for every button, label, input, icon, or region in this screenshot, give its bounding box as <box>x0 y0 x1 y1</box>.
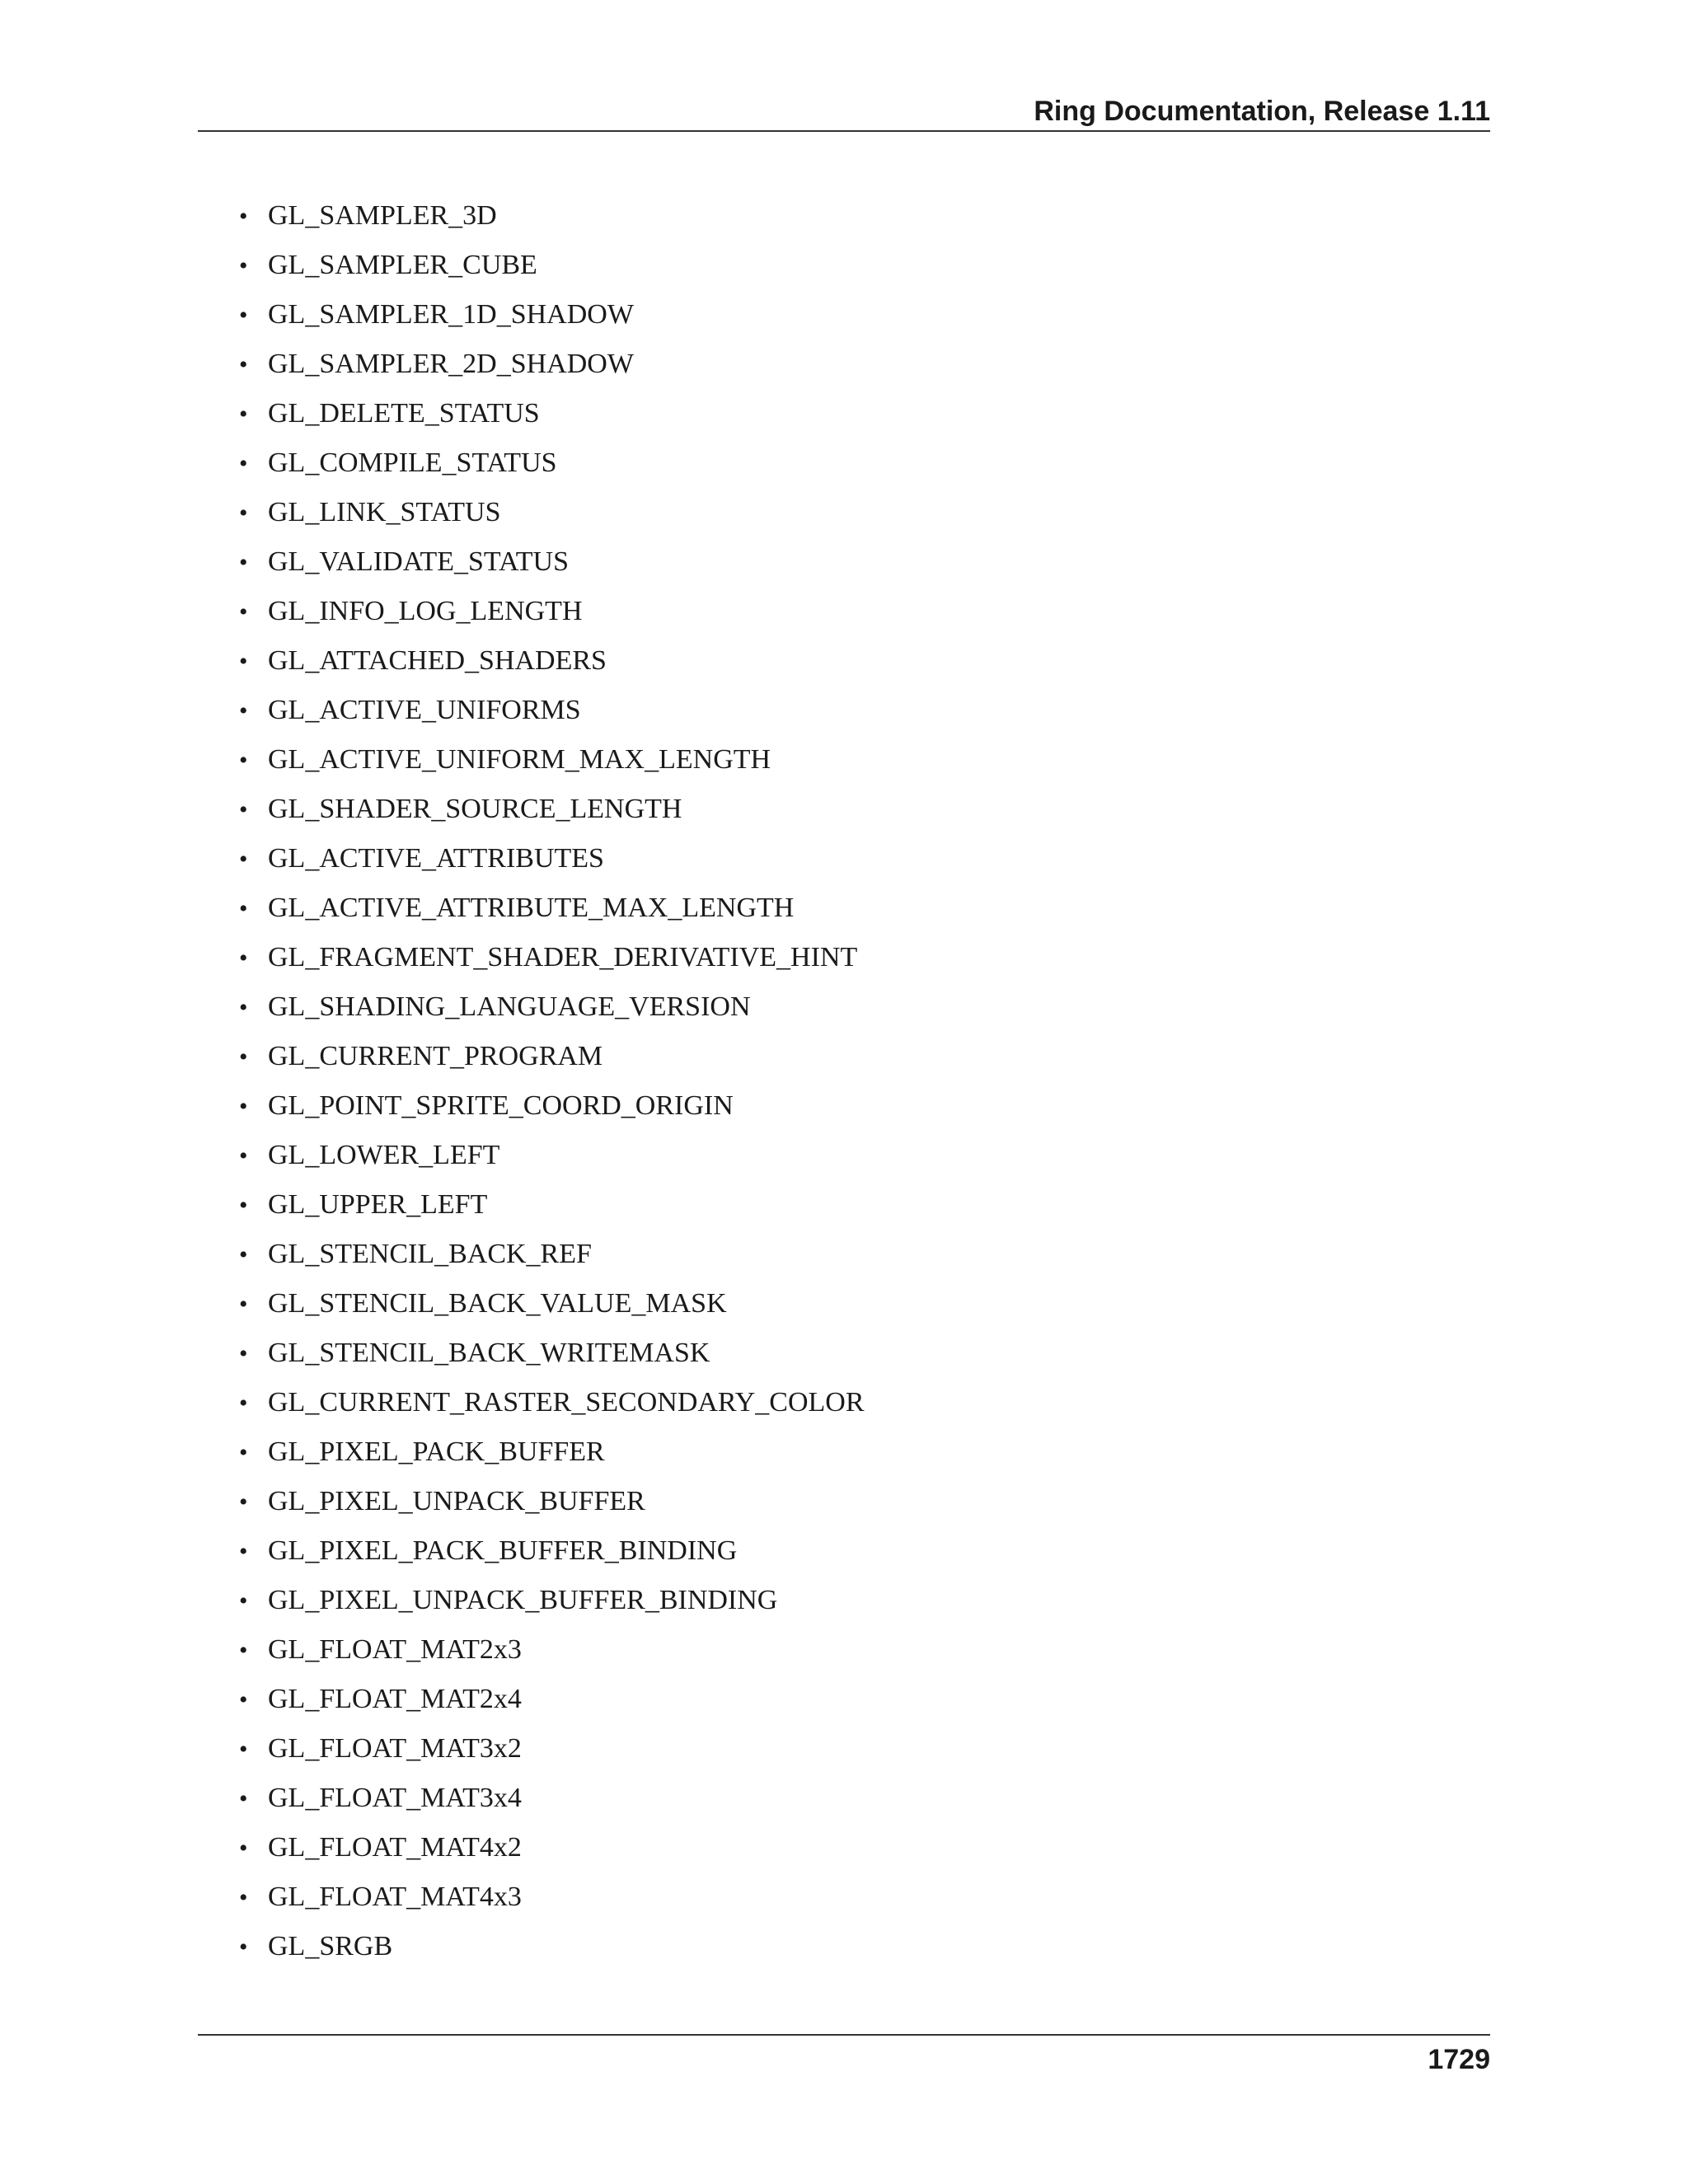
bullet-icon: • <box>239 1785 248 1812</box>
list-item <box>239 587 583 636</box>
list-item-text: GL_SAMPLER_CUBE <box>268 250 537 280</box>
list-item-text: GL_SAMPLER_2D_SHADOW <box>268 349 634 379</box>
list-item-text: GL_STENCIL_BACK_VALUE_MASK <box>268 1288 727 1319</box>
list-item-text: GL_ACTIVE_ATTRIBUTES <box>268 843 604 874</box>
bullet-icon: • <box>239 302 248 329</box>
bullet-icon: • <box>239 401 248 428</box>
bullet-icon: • <box>239 1142 248 1169</box>
header-divider <box>198 130 1490 132</box>
list-item <box>239 1477 645 1526</box>
list-item <box>239 1774 522 1823</box>
page-header-title: Ring Documentation, Release 1.11 <box>1034 96 1490 127</box>
list-item-text: GL_INFO_LOG_LENGTH <box>268 596 583 626</box>
list-item <box>239 785 682 834</box>
list-item <box>239 1922 392 1971</box>
list-item <box>239 1675 522 1724</box>
list-item <box>239 290 634 340</box>
list-item <box>239 1576 777 1625</box>
list-item <box>239 636 607 686</box>
list-item-text: GL_PIXEL_UNPACK_BUFFER_BINDING <box>268 1585 778 1615</box>
footer-divider <box>198 2034 1490 2036</box>
list-item-text: GL_FLOAT_MAT3x2 <box>268 1733 522 1764</box>
list-item-text: GL_LOWER_LEFT <box>268 1140 500 1170</box>
list-item-text: GL_FLOAT_MAT2x3 <box>268 1634 522 1665</box>
list-item <box>239 1081 734 1131</box>
list-item-text: GL_FLOAT_MAT2x4 <box>268 1684 522 1714</box>
bullet-icon: • <box>239 1637 248 1664</box>
list-item-text: GL_PIXEL_UNPACK_BUFFER <box>268 1486 645 1516</box>
bullet-icon: • <box>239 450 248 477</box>
list-item-text: GL_POINT_SPRITE_COORD_ORIGIN <box>268 1090 734 1121</box>
bullet-icon: • <box>239 697 248 724</box>
list-item <box>239 1329 710 1378</box>
list-item <box>239 933 857 982</box>
list-item-text: GL_ACTIVE_UNIFORM_MAX_LENGTH <box>268 744 771 775</box>
list-item <box>239 1823 522 1872</box>
list-item <box>239 191 497 241</box>
list-item-text: GL_DELETE_STATUS <box>268 398 540 429</box>
list-item <box>239 1180 487 1230</box>
list-item <box>239 1230 592 1279</box>
list-item <box>239 735 771 785</box>
list-item-text: GL_ACTIVE_ATTRIBUTE_MAX_LENGTH <box>268 893 795 923</box>
list-item-text: GL_ACTIVE_UNIFORMS <box>268 695 581 725</box>
list-item-text: GL_SAMPLER_3D <box>268 200 497 231</box>
bullet-icon: • <box>239 1835 248 1862</box>
list-item-text: GL_FLOAT_MAT3x4 <box>268 1783 522 1813</box>
list-item <box>239 1872 522 1922</box>
list-item-text: GL_PIXEL_PACK_BUFFER <box>268 1436 605 1467</box>
bullet-icon: • <box>239 796 248 823</box>
list-item-text: GL_SRGB <box>268 1931 393 1961</box>
bullet-icon: • <box>239 351 248 378</box>
list-item-text: GL_LINK_STATUS <box>268 497 501 527</box>
bullet-icon: • <box>239 895 248 922</box>
bullet-icon: • <box>239 1736 248 1763</box>
list-item <box>239 883 794 933</box>
list-item <box>239 1724 522 1774</box>
list-item <box>239 438 557 488</box>
bullet-icon: • <box>239 252 248 279</box>
list-item-text: GL_COMPILE_STATUS <box>268 448 557 478</box>
list-item <box>239 1427 605 1477</box>
list-item <box>239 488 501 537</box>
list-item-text: GL_UPPER_LEFT <box>268 1189 488 1220</box>
bullet-icon: • <box>239 1686 248 1713</box>
list-item-text: GL_STENCIL_BACK_WRITEMASK <box>268 1338 710 1368</box>
bullet-icon: • <box>239 598 248 626</box>
bullet-icon: • <box>239 549 248 576</box>
bullet-icon: • <box>239 1241 248 1268</box>
list-item-text: GL_SHADING_LANGUAGE_VERSION <box>268 991 751 1022</box>
bullet-icon: • <box>239 1933 248 1961</box>
bullet-icon: • <box>239 203 248 230</box>
bullet-icon: • <box>239 648 248 675</box>
bullet-icon: • <box>239 944 248 972</box>
bullet-icon: • <box>239 747 248 774</box>
list-item <box>239 1526 737 1576</box>
list-item <box>239 1279 727 1329</box>
list-item <box>239 1131 499 1180</box>
list-item <box>239 1032 603 1081</box>
list-item <box>239 389 540 438</box>
list-item <box>239 537 569 587</box>
list-item-text: GL_SAMPLER_1D_SHADOW <box>268 299 634 330</box>
list-item-text: GL_VALIDATE_STATUS <box>268 546 569 577</box>
list-item-text: GL_SHADER_SOURCE_LENGTH <box>268 794 682 824</box>
bullet-icon: • <box>239 1192 248 1219</box>
list-item-text: GL_FLOAT_MAT4x3 <box>268 1882 522 1912</box>
bullet-icon: • <box>239 1093 248 1120</box>
list-item <box>239 340 634 389</box>
bullet-icon: • <box>239 1884 248 1911</box>
bullet-icon: • <box>239 994 248 1021</box>
list-item <box>239 686 581 735</box>
list-item <box>239 982 751 1032</box>
list-item-text: GL_FLOAT_MAT4x2 <box>268 1832 522 1863</box>
list-item-text: GL_ATTACHED_SHADERS <box>268 645 607 676</box>
list-item-text: GL_STENCIL_BACK_REF <box>268 1239 592 1269</box>
list-item-text: GL_CURRENT_PROGRAM <box>268 1041 603 1071</box>
bullet-icon: • <box>239 1488 248 1516</box>
bullet-icon: • <box>239 846 248 873</box>
bullet-icon: • <box>239 1340 248 1367</box>
bullet-icon: • <box>239 1439 248 1466</box>
bullet-icon: • <box>239 1390 248 1417</box>
list-item-text: GL_FRAGMENT_SHADER_DERIVATIVE_HINT <box>268 942 858 972</box>
bullet-icon: • <box>239 1538 248 1565</box>
bullet-icon: • <box>239 1291 248 1318</box>
list-item-text: GL_PIXEL_PACK_BUFFER_BINDING <box>268 1535 738 1566</box>
list-item <box>239 1625 522 1675</box>
bullet-icon: • <box>239 1043 248 1071</box>
bullet-icon: • <box>239 1587 248 1615</box>
list-item <box>239 834 604 883</box>
list-item <box>239 241 537 290</box>
page-number: 1729 <box>1428 2044 1490 2075</box>
list-item <box>239 1378 865 1427</box>
bullet-icon: • <box>239 499 248 527</box>
list-item-text: GL_CURRENT_RASTER_SECONDARY_COLOR <box>268 1387 865 1418</box>
